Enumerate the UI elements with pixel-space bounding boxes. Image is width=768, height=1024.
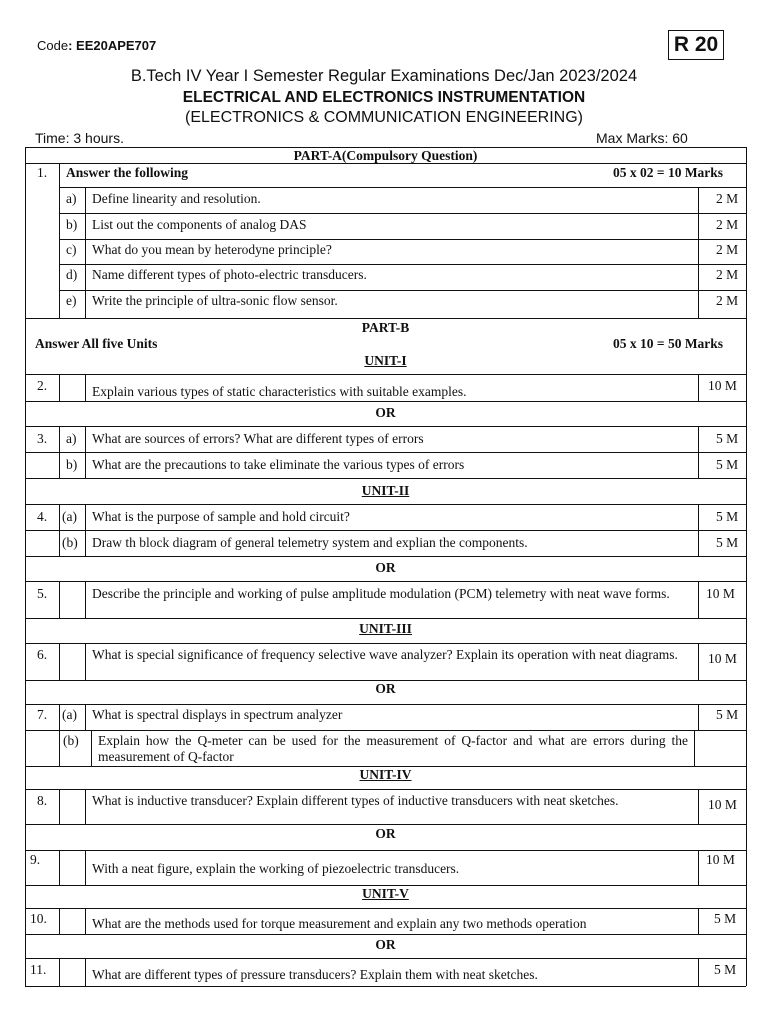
part-a-title: PART-A(Compulsory Question) (293, 148, 478, 163)
unit-3-heading: UNIT-III (359, 621, 412, 636)
item-marks: 2 M (716, 242, 739, 257)
question-number: 8. (37, 793, 48, 808)
item-label: c) (66, 242, 77, 257)
question-text: With a neat figure, explain the working of piezoelectric transducers. (92, 861, 460, 876)
question-marks: 10 M (706, 852, 735, 867)
question-text: Explain various types of static characteristics with suitable examples. (92, 384, 467, 399)
question-marks: 10 M (708, 651, 737, 666)
question-number: 4. (37, 509, 48, 524)
or-divider: OR (375, 405, 396, 420)
question-text: What are the precautions to take eliminate the various types of errors (92, 457, 465, 472)
question-sub-label: (b) (63, 733, 79, 748)
item-marks: 2 M (716, 191, 739, 206)
question-text: What is special significance of frequency selective wave analyzer? Explain its operation with neat diagrams. (92, 647, 678, 662)
question-number: 2. (37, 378, 48, 393)
item-text: Name different types of photo-electric transducers. (92, 267, 367, 282)
question-number: 5. (37, 586, 48, 601)
part-a-instruction: Answer the following (66, 165, 189, 180)
question-number: 3. (37, 431, 48, 446)
exam-title: B.Tech IV Year I Semester Regular Examinations Dec/Jan 2023/2024 (130, 67, 638, 85)
part-b-instruction: Answer All five Units (35, 336, 158, 351)
item-label: e) (66, 293, 77, 308)
or-divider: OR (375, 681, 396, 696)
code-label: Code (37, 38, 69, 53)
question-marks: 5 M (714, 962, 737, 977)
branch-title: (ELECTRONICS & COMMUNICATION ENGINEERING) (185, 109, 583, 126)
question-number: 7. (37, 707, 48, 722)
question-text: What are different types of pressure transducers? Explain them with neat sketches. (92, 967, 538, 982)
question-text: What is spectral displays in spectrum analyzer (92, 707, 343, 722)
question-number: 6. (37, 647, 48, 662)
item-text: Write the principle of ultra-sonic flow sensor. (92, 293, 338, 308)
part-b-marks-scheme: 05 x 10 = 50 Marks (613, 336, 724, 351)
question-text: What are sources of errors? What are different types of errors (92, 431, 424, 446)
regulation-badge: R 20 (668, 30, 724, 60)
unit-5-heading: UNIT-V (362, 886, 409, 901)
question-sub-label: (b) (62, 535, 78, 550)
question-sub-label: (a) (62, 509, 77, 524)
or-divider: OR (375, 560, 396, 575)
question-marks: 5 M (716, 707, 739, 722)
question-text: What is the purpose of sample and hold circuit? (92, 509, 350, 524)
question-marks: 10 M (708, 378, 737, 393)
question-text: Explain how the Q-meter can be used for the measurement of Q-factor and what are errors during the measurement of Q-factor (98, 733, 688, 764)
question-marks: 10 M (708, 797, 737, 812)
question-marks: 5 M (714, 911, 737, 926)
question-sub-label: (a) (62, 707, 77, 722)
question-text: Draw th block diagram of general telemetry system and explian the components. (92, 535, 528, 550)
code-value: : EE20APE707 (68, 38, 157, 53)
item-label: d) (66, 267, 78, 282)
item-marks: 2 M (716, 267, 739, 282)
max-marks: Max Marks: 60 (596, 130, 688, 146)
item-label: a) (66, 191, 77, 206)
question-marks: 5 M (716, 509, 739, 524)
item-text: Define linearity and resolution. (92, 191, 261, 206)
item-text: List out the components of analog DAS (92, 217, 307, 232)
unit-2-heading: UNIT-II (361, 483, 410, 498)
question-text: Describe the principle and working of pulse amplitude modulation (PCM) telemetry with neat wave forms. (92, 586, 670, 601)
part-b-title: PART-B (361, 320, 410, 335)
item-text: What do you mean by heterodyne principle? (92, 242, 332, 257)
question-number: 9. (30, 852, 41, 867)
question-sub-label: b) (66, 457, 78, 472)
question-number: 10. (30, 911, 47, 926)
question-marks: 5 M (716, 535, 739, 550)
question-number: 11. (30, 962, 47, 977)
unit-1-heading: UNIT-I (364, 353, 407, 368)
item-label: b) (66, 217, 78, 232)
question-marks: 5 M (716, 431, 739, 446)
question-text: What is inductive transducer? Explain different types of inductive transducers with neat sketches. (92, 793, 619, 808)
q1-number: 1. (37, 165, 48, 180)
question-sub-label: a) (66, 431, 77, 446)
question-marks: 5 M (716, 457, 739, 472)
exam-duration: Time: 3 hours. (35, 130, 124, 146)
exam-code (37, 38, 156, 53)
question-marks: 10 M (706, 586, 735, 601)
item-marks: 2 M (716, 217, 739, 232)
item-marks: 2 M (716, 293, 739, 308)
or-divider: OR (375, 826, 396, 841)
or-divider: OR (375, 937, 396, 952)
unit-4-heading: UNIT-IV (359, 767, 412, 782)
part-a-marks-scheme: 05 x 02 = 10 Marks (613, 165, 724, 180)
subject-title: ELECTRICAL AND ELECTRONICS INSTRUMENTATION (182, 89, 586, 106)
question-text: What are the methods used for torque measurement and explain any two methods operation (92, 916, 587, 931)
